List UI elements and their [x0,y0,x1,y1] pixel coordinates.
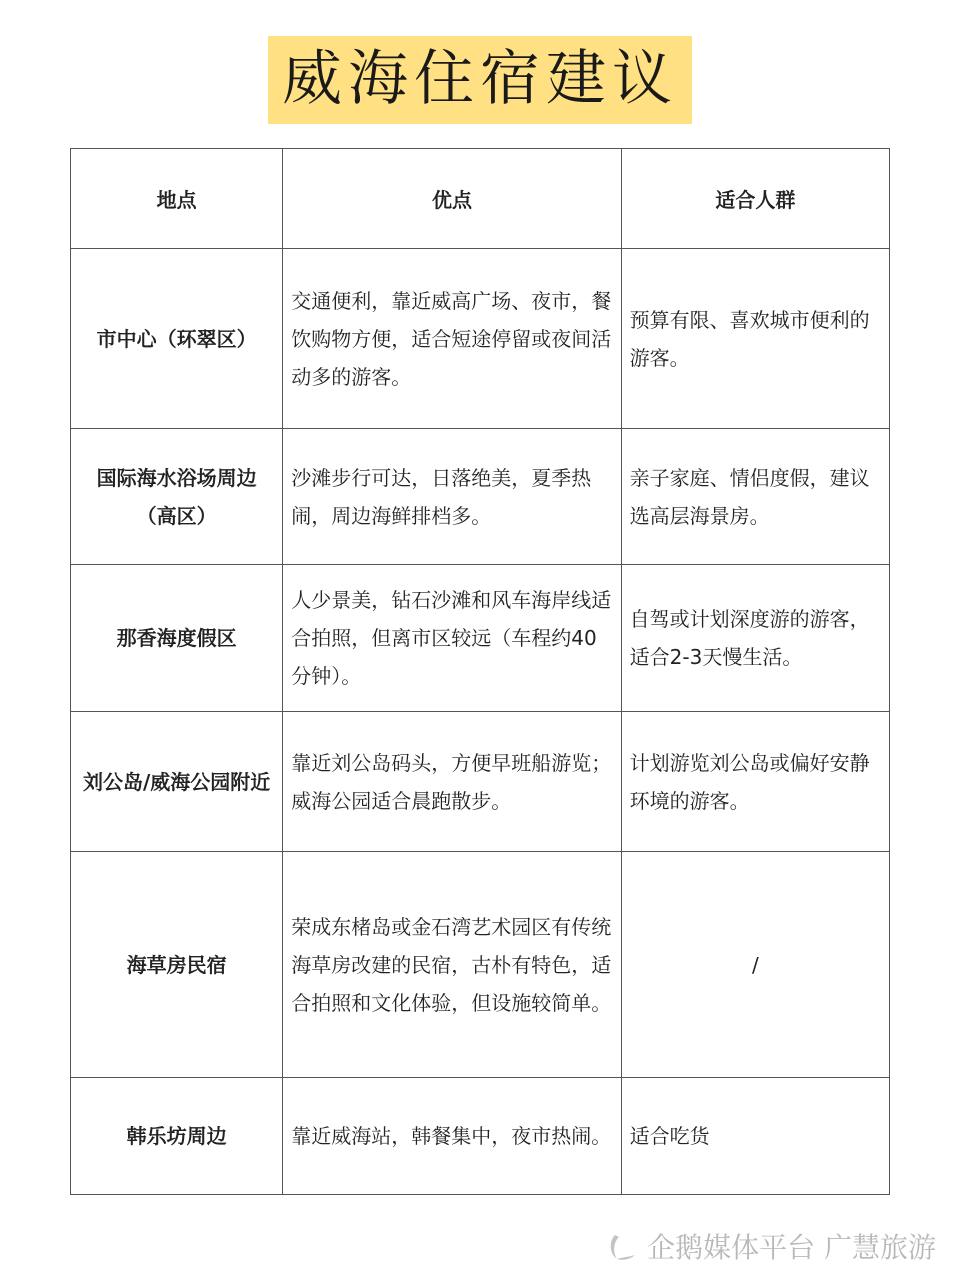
table-header-row [71,149,890,249]
advantages-cell: 靠近威海站，韩餐集中，夜市热闹。 [283,1078,621,1195]
table-row [71,249,890,429]
watermark-text: 企鹅媒体平台 广慧旅游 [647,1231,936,1264]
advantages-cell: 人少景美，钻石沙滩和风车海岸线适合拍照，但离市区较远（车程约40分钟）。 [283,565,621,712]
location-cell: 市中心（环翠区） [71,249,283,429]
table-row [71,712,890,852]
location-cell: 韩乐坊周边 [71,1078,283,1195]
suitable-cell: 计划游览刘公岛或偏好安静环境的游客。 [621,712,889,852]
suitable-cell: / [621,852,889,1078]
suitable-cell: 适合吃货 [621,1078,889,1195]
page-title: 威海住宿建议 [268,36,692,124]
location-cell: 那香海度假区 [71,565,283,712]
table-row [71,429,890,565]
advantages-cell: 沙滩步行可达，日落绝美，夏季热闹，周边海鲜排档多。 [283,429,621,565]
header-location: 地点 [71,149,283,249]
table-row [71,565,890,712]
table-row [71,852,890,1078]
header-suitable: 适合人群 [621,149,889,249]
suitable-cell: 自驾或计划深度游的游客，适合2-3天慢生活。 [621,565,889,712]
location-cell: 海草房民宿 [71,852,283,1078]
title-area [0,0,960,164]
header-advantages: 优点 [283,149,621,249]
advantages-cell: 荣成东楮岛或金石湾艺术园区有传统海草房改建的民宿，古朴有特色，适合拍照和文化体验，但设施较简单。 [283,852,621,1078]
location-cell: 国际海水浴场周边（高区） [71,429,283,565]
location-cell: 刘公岛/威海公园附近 [71,712,283,852]
suitable-cell: 亲子家庭、情侣度假，建议选高层海景房。 [621,429,889,565]
table-row [71,1078,890,1195]
suitable-cell: 预算有限、喜欢城市便利的游客。 [621,249,889,429]
watermark [605,1226,936,1266]
advantages-cell: 靠近刘公岛码头，方便早班船游览；威海公园适合晨跑散步。 [283,712,621,852]
advantages-cell: 交通便利，靠近威高广场、夜市，餐饮购物方便，适合短途停留或夜间活动多的游客。 [283,249,621,429]
penguin-logo-icon [605,1229,639,1263]
accommodation-table [70,148,890,1195]
